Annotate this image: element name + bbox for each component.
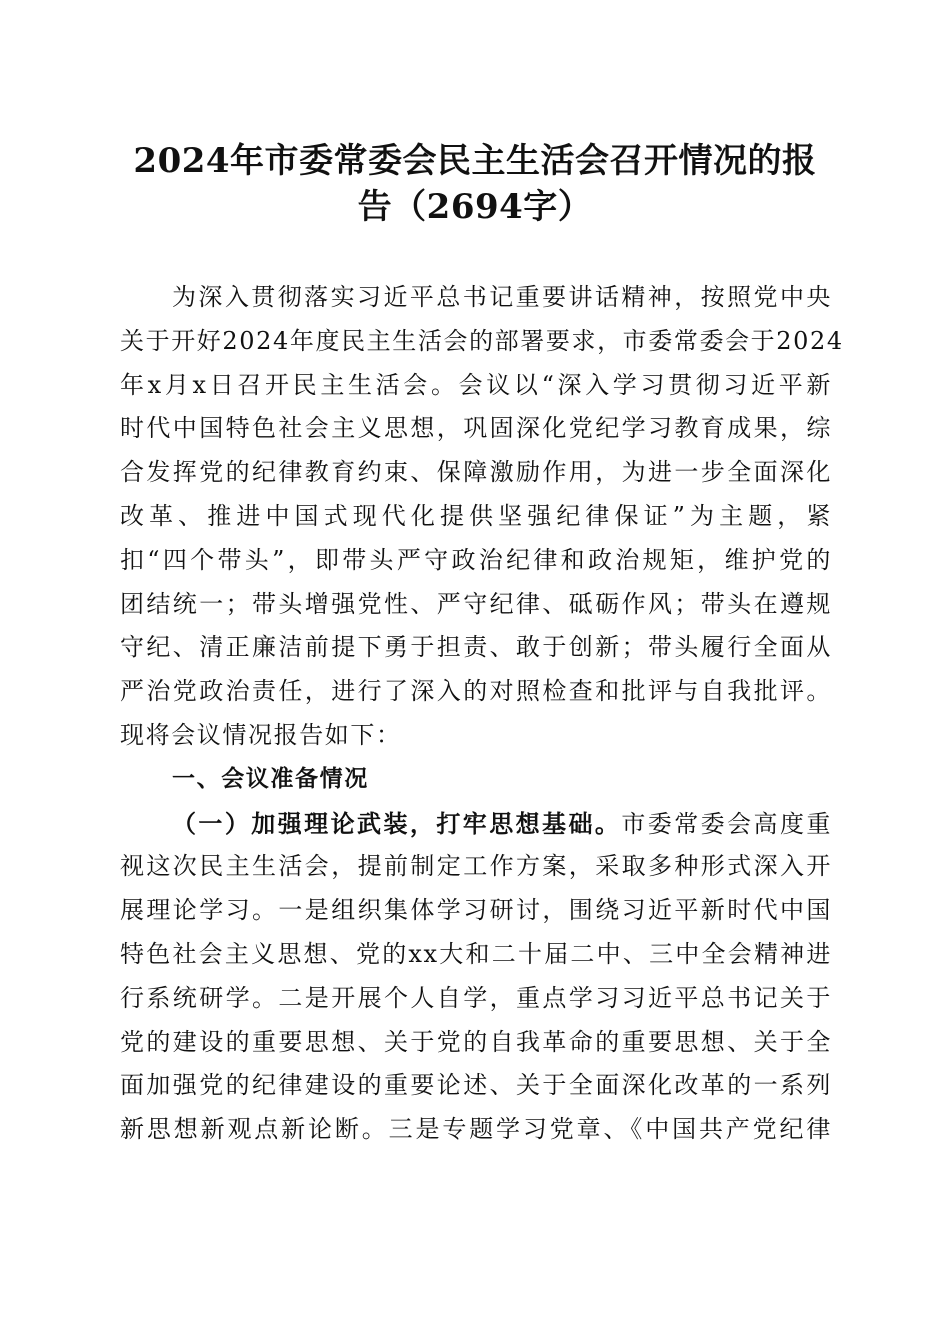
body-line: 扣“四个带头”，即带头严守政治纪律和政治规矩，维护党的: [120, 545, 832, 574]
body-line: 展理论学习。一是组织集体学习研讨，围绕习近平新时代中国: [120, 896, 832, 925]
intro-paragraph: [120, 276, 844, 758]
body-line: 严治党政治责任，进行了深入的对照检查和批评与自我批评。: [120, 677, 832, 706]
body-line: 面加强党的纪律建设的重要论述、关于全面深化改革的一系列: [120, 1071, 832, 1100]
body-line: 为深入贯彻落实习近平总书记重要讲话精神，按照党中央: [172, 283, 832, 311]
body-line: 党的建设的重要思想、关于党的自我革命的重要思想、关于全: [120, 1027, 832, 1056]
body-line: 时代中国特色社会主义思想，巩固深化党纪学习教育成果，综: [120, 414, 832, 443]
body-line: 新思想新观点新论断。三是专题学习党章、《中国共产党纪律: [120, 1115, 832, 1144]
document-title: [120, 138, 830, 230]
subsection-first-line-text: 市委常委会高度重: [621, 809, 832, 838]
subsection-first-line: [120, 802, 832, 846]
title-line-2: 告（2694字）: [357, 187, 593, 227]
section-heading: 一、会议准备情况: [172, 765, 369, 792]
body-line: 年x月x日召开民主生活会。会议以“深入学习贯彻习近平新: [120, 370, 832, 399]
title-line-1: 2024年市委常委会民主生活会召开情况的报: [133, 141, 817, 181]
body-line: 视这次民主生活会，提前制定工作方案，采取多种形式深入开: [120, 852, 832, 881]
body-line: 守纪、清正廉洁前提下勇于担责、敢于创新；带头履行全面从: [120, 633, 832, 662]
subsection-paragraph: [120, 802, 832, 1152]
body-line: 团结统一；带头增强党性、严守纪律、砥砺作风；带头在遵规: [120, 589, 832, 618]
body-line: 改革、推进中国式现代化提供坚强纪律保证”为主题，紧: [120, 501, 832, 530]
body-line: 行系统研学。二是开展个人自学，重点学习习近平总书记关于: [120, 983, 832, 1012]
subsection-heading: （一）加强理论武装，打牢思想基础。: [172, 808, 622, 838]
body-line: 现将会议情况报告如下：: [120, 720, 402, 749]
body-line: 合发挥党的纪律教育约束、保障激励作用，为进一步全面深化: [120, 458, 832, 487]
body-line: 关于开好2024年度民主生活会的部署要求，市委常委会于2024: [120, 326, 844, 355]
body-line: 特色社会主义思想、党的xx大和二十届二中、三中全会精神进: [120, 939, 832, 968]
document-body: [120, 276, 844, 1152]
